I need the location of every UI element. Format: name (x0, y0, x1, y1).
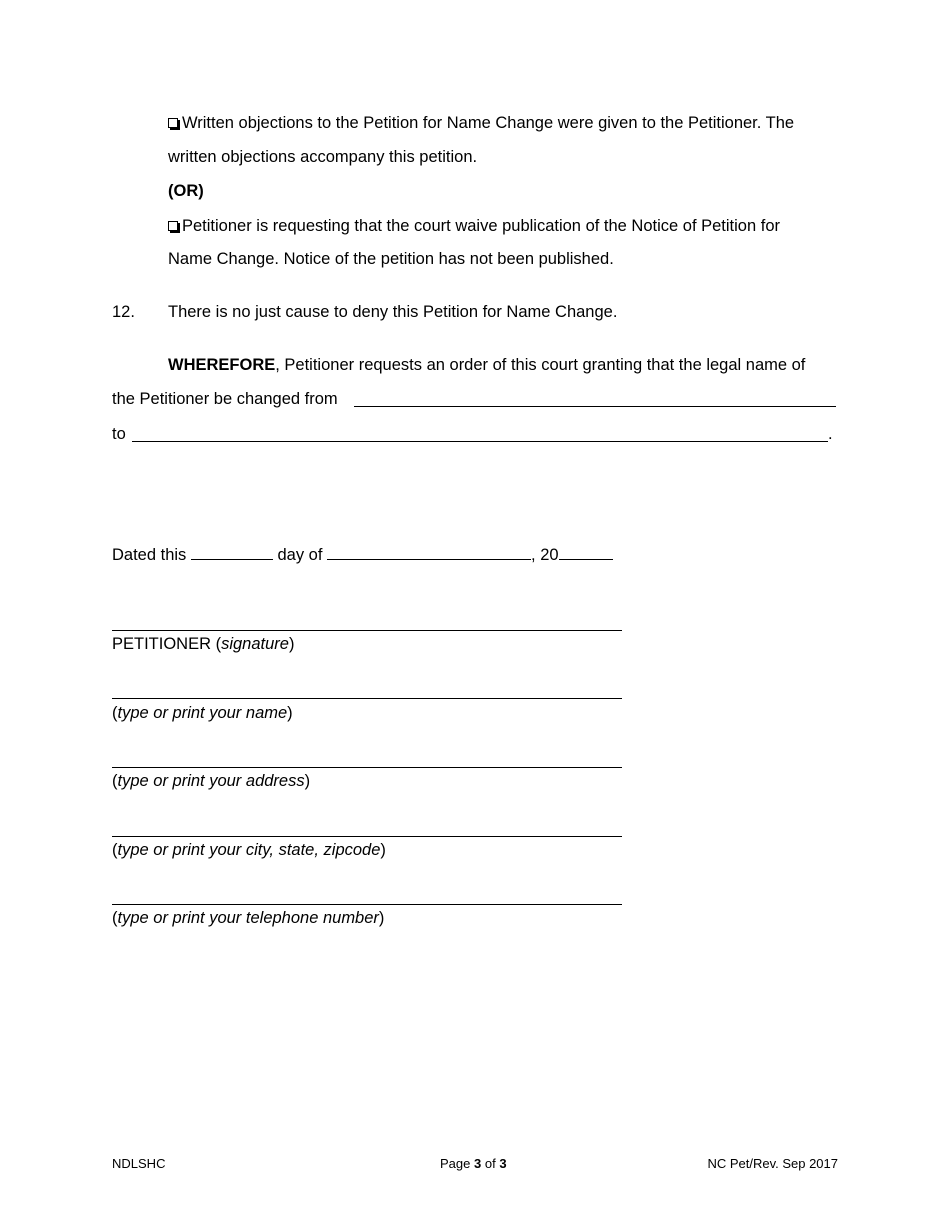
wherefore-line2: the Petitioner be changed from (112, 390, 338, 408)
objections-checkbox[interactable] (168, 118, 178, 128)
dated-month-field[interactable] (327, 545, 531, 560)
dated-day-field[interactable] (191, 545, 273, 560)
address-caption-open: ( (112, 772, 118, 790)
former-name-field[interactable] (354, 406, 836, 407)
or-text: (OR) (168, 182, 204, 200)
signature-caption-close: ) (288, 635, 295, 653)
address-caption (112, 771, 310, 791)
name-caption-open: ( (112, 704, 118, 722)
city-state-zip-line[interactable] (112, 836, 622, 837)
or-label (168, 181, 204, 201)
wherefore-rest: , Petitioner requests an order of this court granting that the legal name of (275, 356, 806, 374)
objections-option (168, 113, 794, 133)
waiver-line2: Name Change. Notice of the petition has not been published. (168, 250, 614, 268)
waiver-option (168, 216, 780, 236)
wherefore-line1 (168, 355, 805, 375)
city-state-zip-caption (112, 840, 386, 860)
waiver-checkbox[interactable] (168, 221, 178, 231)
wherefore-bold: WHEREFORE (168, 356, 276, 374)
dated-year-prefix: , 20 (531, 546, 559, 564)
telephone-line[interactable] (112, 904, 622, 905)
signature-line[interactable] (112, 630, 622, 631)
address-caption-italic: type or print your address (117, 772, 305, 790)
wherefore-to: to (112, 425, 126, 443)
objections-line2: written objections accompany this petition. (168, 148, 478, 166)
waiver-line1: Petitioner is requesting that the court waive publication of the Notice of Petition for (182, 217, 781, 235)
footer-page-number (440, 1155, 507, 1173)
footer-right: NC Pet/Rev. Sep 2017 (707, 1156, 838, 1171)
new-name-field[interactable] (132, 441, 828, 442)
city-caption-open: ( (112, 841, 118, 859)
item-12-text: There is no just cause to deny this Petition for Name Change. (168, 303, 618, 321)
footer-of-word: of (484, 1156, 496, 1171)
signature-caption-label: PETITIONER ( (112, 635, 222, 653)
dated-day-of: day of (277, 546, 323, 564)
footer-left: NDLSHC (112, 1156, 166, 1171)
city-caption-italic: type or print your city, state, zipcode (117, 841, 381, 859)
address-line[interactable] (112, 767, 622, 768)
dated-prefix: Dated this (112, 546, 187, 564)
footer-page-word: Page (440, 1156, 471, 1171)
city-caption-close: ) (380, 841, 386, 859)
telephone-caption-open: ( (112, 909, 118, 927)
footer-page-total: 3 (499, 1156, 507, 1171)
dated-line (112, 545, 613, 565)
telephone-caption-close: ) (378, 909, 385, 927)
signature-caption (112, 634, 294, 654)
name-caption-italic: type or print your name (117, 704, 288, 722)
signature-caption-italic: signature (221, 635, 289, 653)
name-line[interactable] (112, 698, 622, 699)
name-caption (112, 703, 293, 723)
footer-page-current: 3 (474, 1156, 482, 1171)
item-12-number: 12. (112, 303, 135, 321)
telephone-caption-italic: type or print your telephone number (117, 909, 379, 927)
dated-year-field[interactable] (559, 545, 613, 560)
wherefore-period: . (828, 425, 833, 443)
address-caption-close: ) (304, 772, 311, 790)
telephone-caption (112, 908, 384, 928)
objections-line1: Written objections to the Petition for Name Change were given to the Petitioner. The (182, 114, 795, 132)
name-caption-close: ) (287, 704, 293, 722)
